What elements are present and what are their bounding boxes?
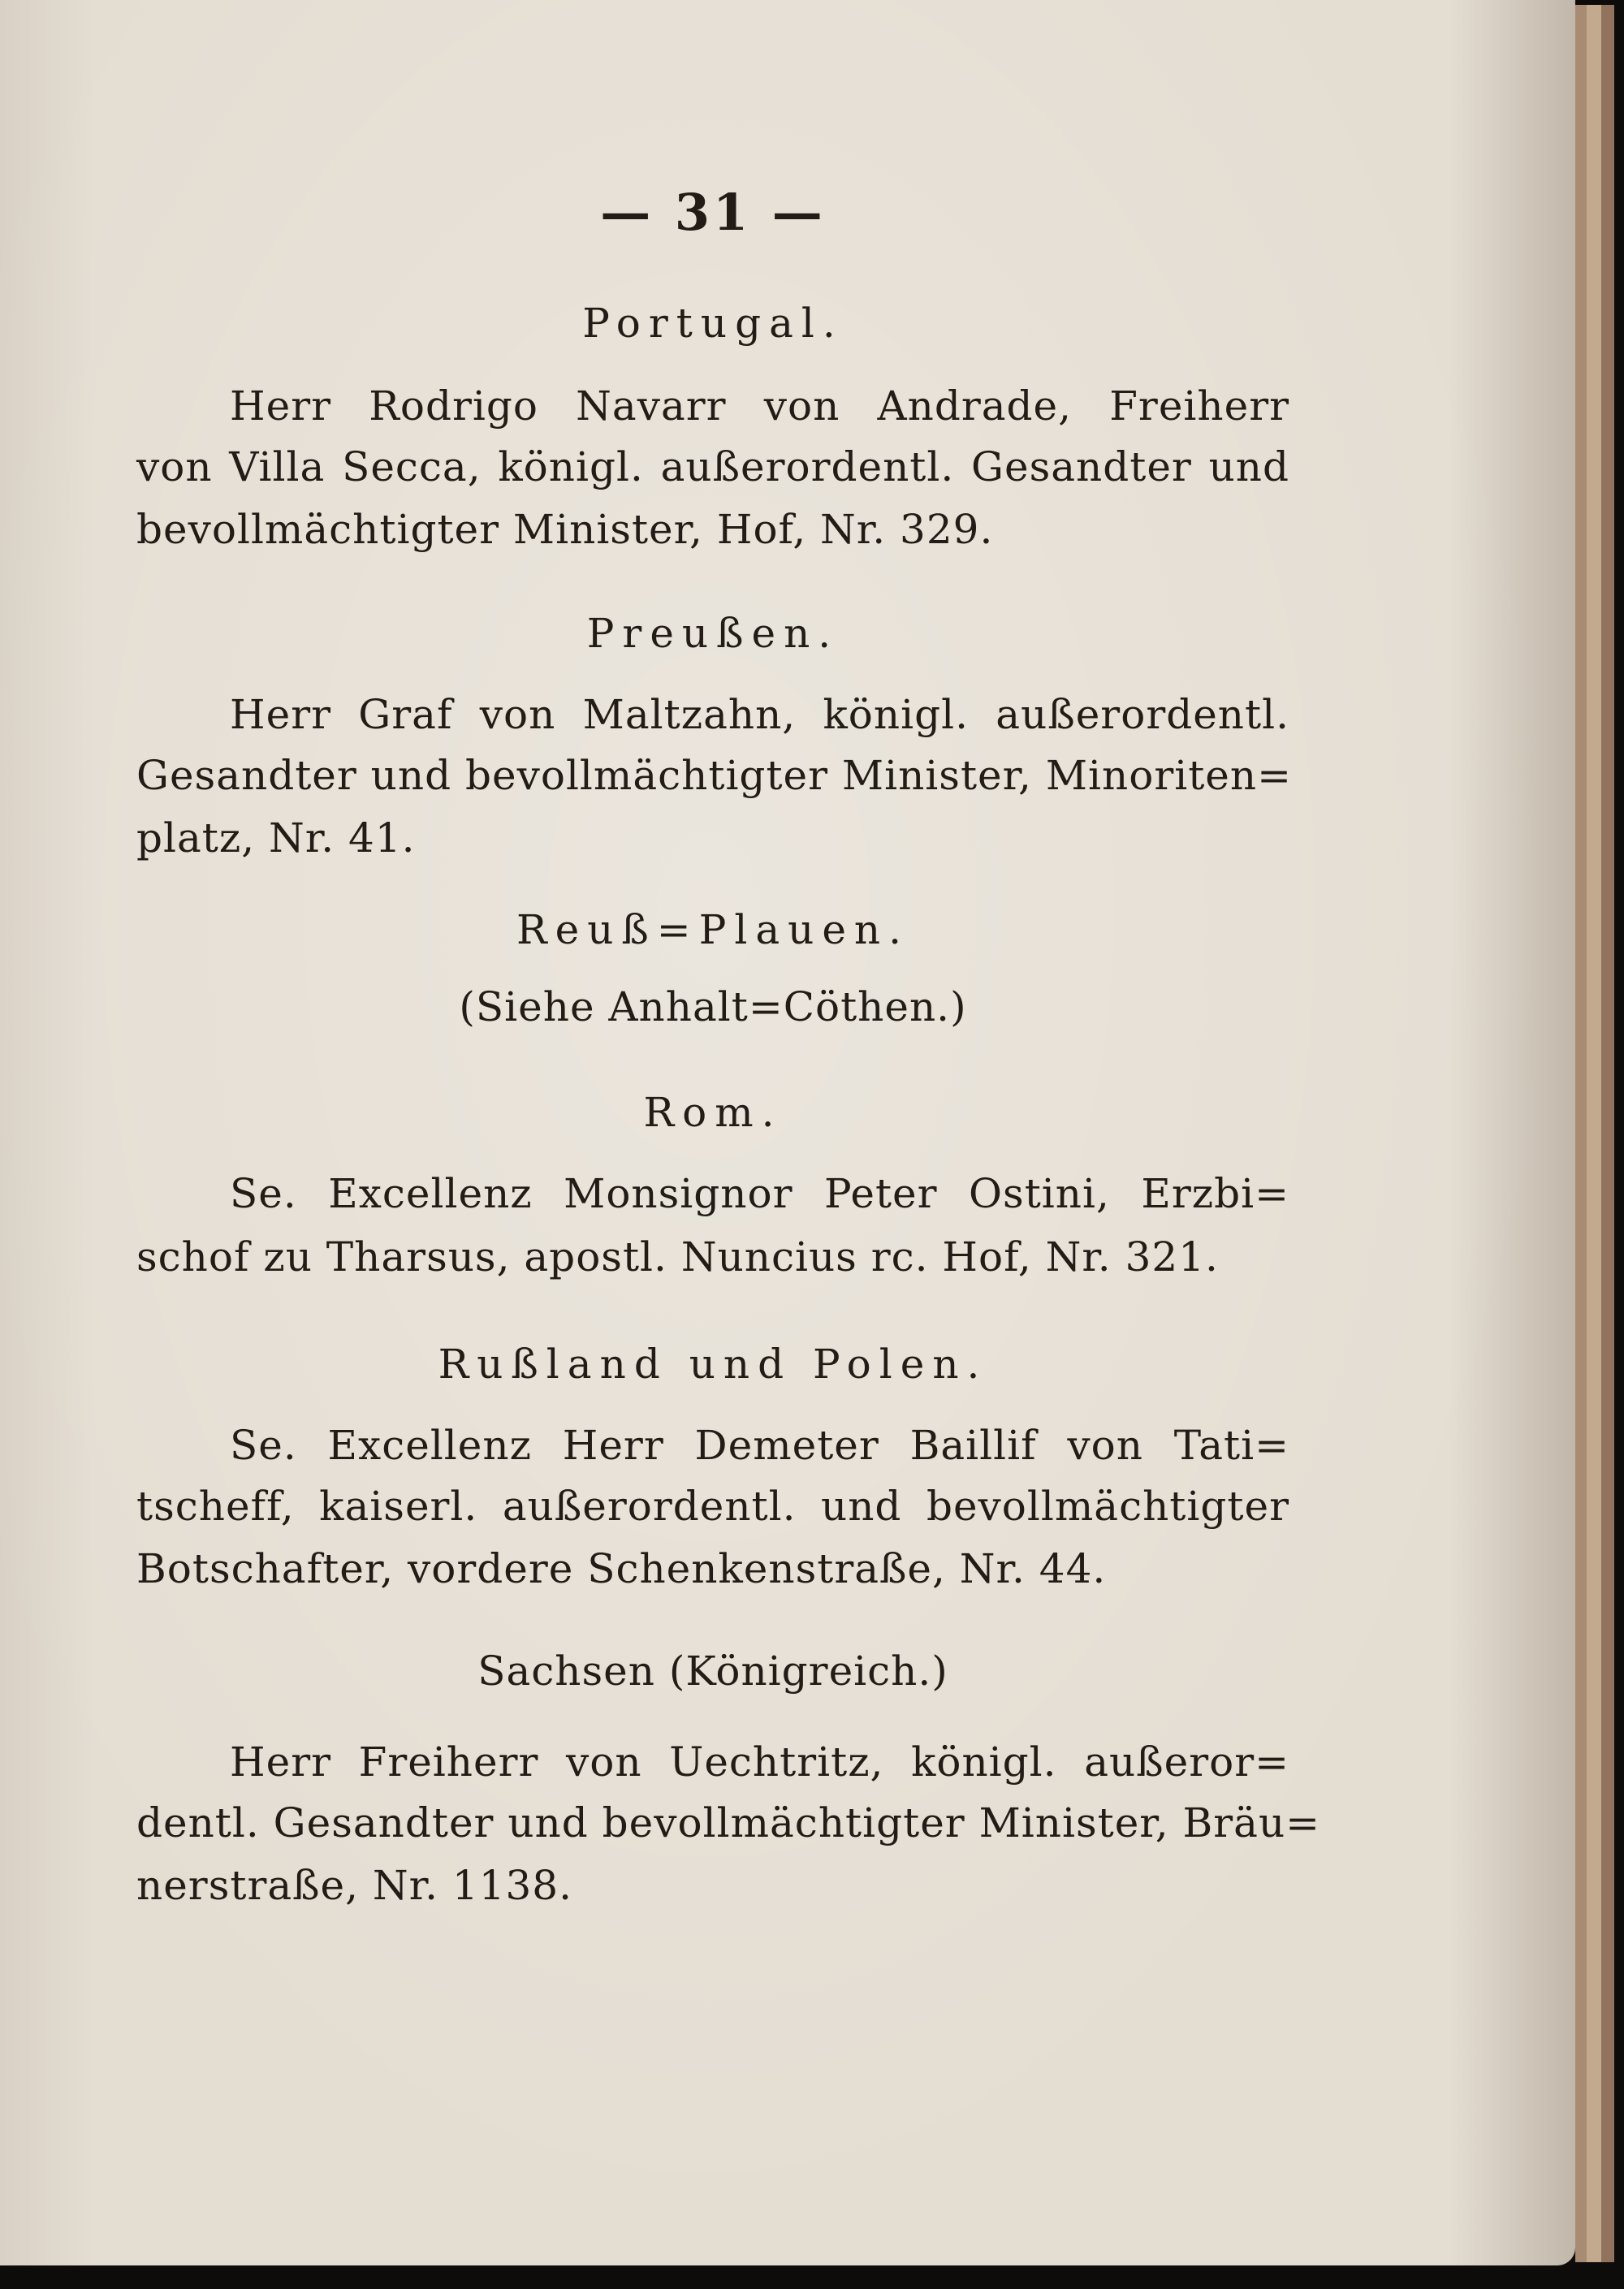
text-line: nerstraße, Nr. 1138. — [136, 1862, 573, 1909]
text-line: Botschafter, vordere Schenkenstraße, Nr. 44. — [136, 1545, 1107, 1592]
text-line: Herr Rodrigo Navarr von Andrade, Freiherr — [230, 382, 1289, 430]
text-line: platz, Nr. 41. — [136, 814, 416, 862]
text-line: Herr Graf von Maltzahn, königl. außerordentl. — [230, 691, 1289, 738]
page-edge — [1587, 5, 1601, 2262]
text-line: Gesandter und bevollmächtigter Minister, Minoriten= — [136, 752, 1292, 799]
section-heading-preussen: Preußen. — [586, 610, 840, 657]
section-heading-rom: Rom. — [643, 1089, 783, 1136]
page-edge — [1575, 5, 1587, 2262]
page-number: — 31 — — [600, 183, 826, 242]
section-heading-portugal: Portugal. — [582, 300, 844, 347]
text-line: bevollmächtigter Minister, Hof, Nr. 329. — [136, 506, 994, 553]
text-line: Herr Freiherr von Uechtritz, königl. außeror= — [230, 1738, 1289, 1786]
text-line: Se. Excellenz Monsignor Peter Ostini, Erzbi= — [230, 1170, 1289, 1217]
section-heading-russland-polen: Rußland und Polen. — [438, 1341, 988, 1388]
text-line: dentl. Gesandter und bevollmächtigter Minister, Bräu= — [136, 1799, 1321, 1846]
text-line: Se. Excellenz Herr Demeter Baillif von Tati= — [230, 1422, 1289, 1469]
section-heading-sachsen: Sachsen (Königreich.) — [477, 1648, 948, 1695]
text-line: tscheff, kaiserl. außerordentl. und bevollmächtigter — [136, 1483, 1289, 1530]
text-line: von Villa Secca, königl. außerordentl. Gesandter und — [136, 443, 1289, 490]
text-line: (Siehe Anhalt=Cöthen.) — [459, 983, 967, 1030]
page-edge — [1601, 5, 1614, 2262]
section-heading-reuss-plauen: Reuß=Plauen. — [516, 906, 910, 953]
text-line: schof zu Tharsus, apostl. Nuncius rc. Hof, Nr. 321. — [136, 1233, 1219, 1281]
